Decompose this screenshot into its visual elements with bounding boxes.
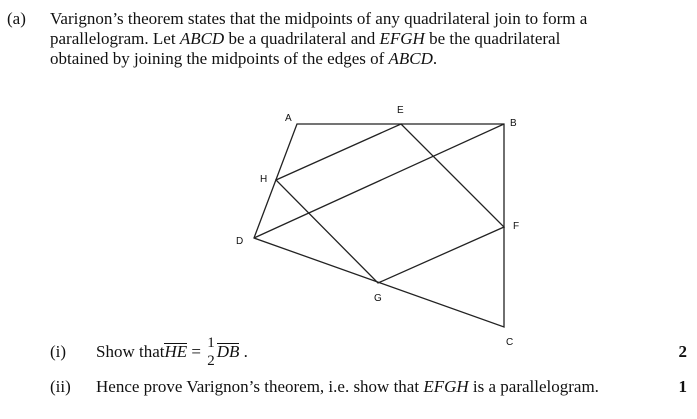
vertex-label-d: D bbox=[236, 236, 244, 247]
part-i-label: (i) bbox=[50, 342, 67, 361]
part-i-text: Show that HE = 1 2 DB . bbox=[96, 334, 248, 369]
vertex-label-f: F bbox=[513, 221, 520, 232]
diagonal-db bbox=[254, 124, 504, 238]
part-ii-label: (ii) bbox=[50, 377, 71, 396]
question-label: (a) bbox=[7, 9, 26, 28]
vertex-label-b: B bbox=[510, 118, 517, 129]
vertex-label-g: G bbox=[374, 293, 382, 304]
vector-he: HE bbox=[164, 342, 188, 361]
fraction-one-half: 1 2 bbox=[207, 334, 215, 369]
part-ii-text: Hence prove Varignon’s theorem, i.e. show that EFGH is a parallelogram. bbox=[96, 377, 599, 396]
intro-line-1: Varignon’s theorem states that the midpoints of any quadrilateral join to form a bbox=[50, 9, 588, 28]
vertex-label-h: H bbox=[260, 174, 268, 185]
part-ii-marks: 1 bbox=[678, 377, 687, 396]
intro-line-2: parallelogram. Let ABCD be a quadrilateral and EFGH be the quadrilateral bbox=[50, 29, 561, 48]
intro-line-3: obtained by joining the midpoints of the edges of ABCD. bbox=[50, 49, 438, 68]
part-i-marks: 2 bbox=[678, 342, 687, 361]
vertex-label-a: A bbox=[285, 113, 292, 124]
vector-db: DB bbox=[216, 342, 240, 361]
vertex-label-e: E bbox=[397, 105, 404, 116]
parallelogram-efgh bbox=[276, 124, 504, 283]
vertex-label-c: C bbox=[506, 337, 514, 348]
